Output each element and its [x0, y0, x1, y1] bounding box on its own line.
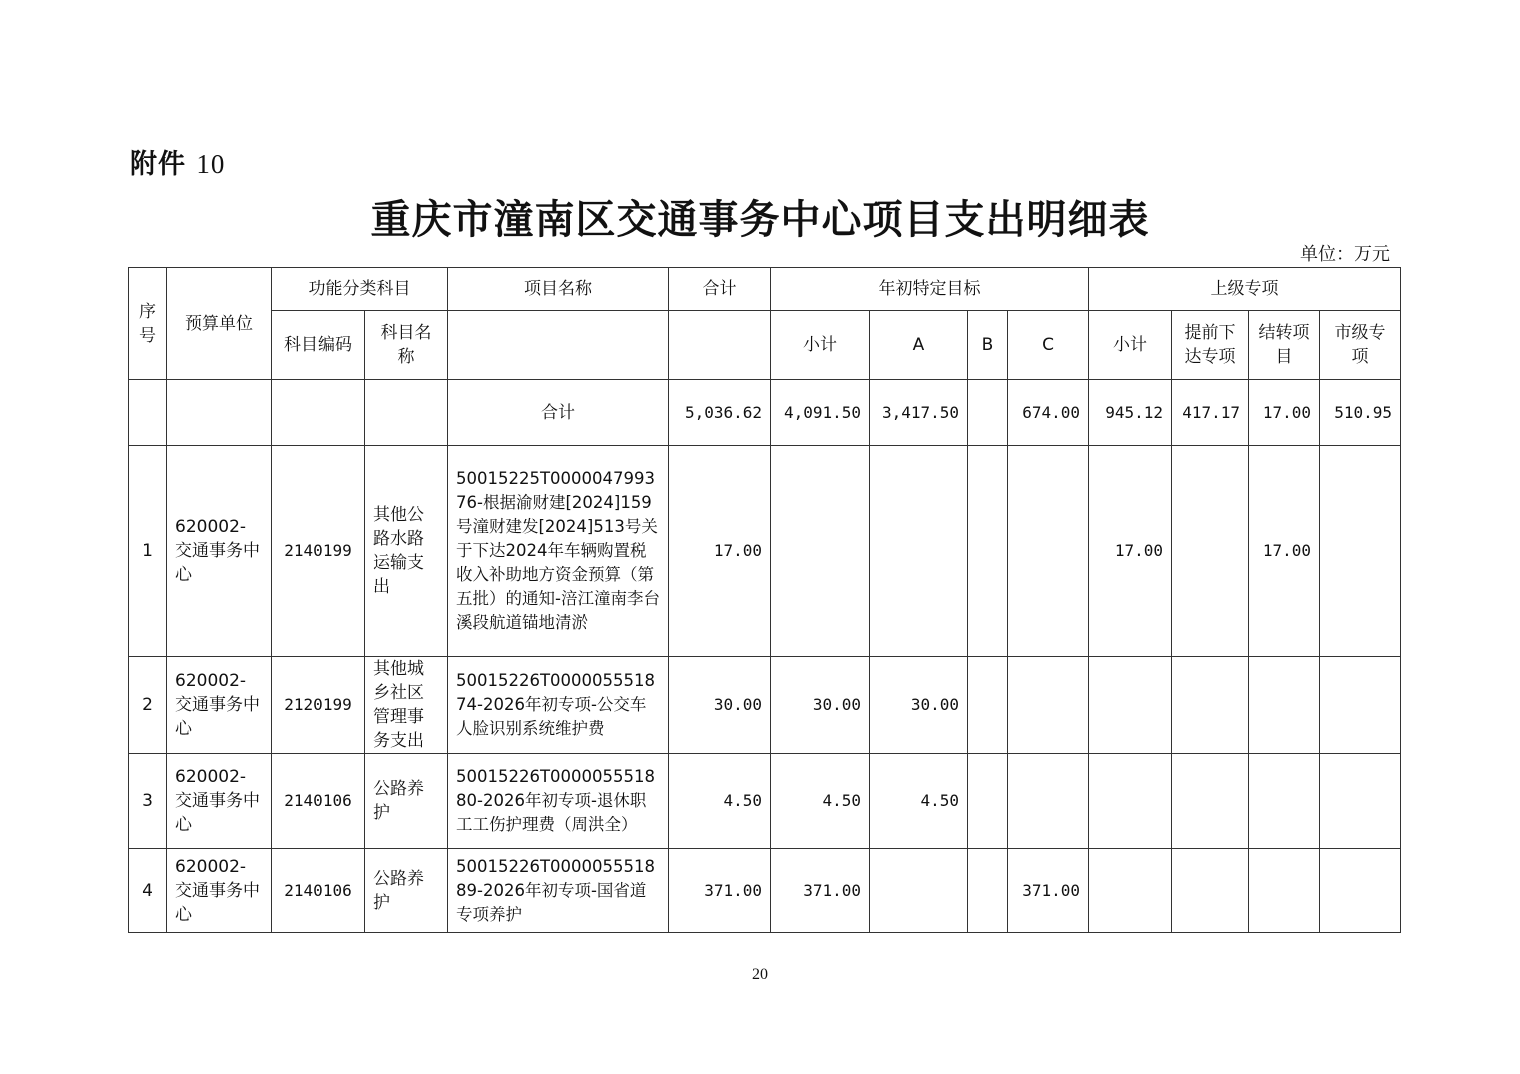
page-title: 重庆市潼南区交通事务中心项目支出明细表: [370, 196, 1150, 243]
row-function-name: 公路养护: [365, 849, 448, 933]
row-budget-unit: 620002-交通事务中心: [167, 849, 272, 933]
row-total: 4.50: [669, 754, 771, 849]
header-upper-subtotal: 小计: [1089, 311, 1172, 380]
row-budget-unit: 620002-交通事务中心: [167, 754, 272, 849]
total-special-subtotal: 4,091.50: [771, 380, 870, 446]
table-row: [129, 446, 1401, 657]
row-upper-advance: [1172, 657, 1249, 754]
unit-label: 单位：万元: [1300, 244, 1390, 265]
row-special-b: [968, 657, 1008, 754]
table-row: [129, 657, 1401, 754]
total-code: [272, 380, 365, 446]
row-upper-advance: [1172, 754, 1249, 849]
row-budget-unit: 620002-交通事务中心: [167, 657, 272, 754]
row-budget-unit: 620002-交通事务中心: [167, 446, 272, 657]
header-upper-group: 上级专项: [1089, 268, 1401, 311]
header-function-name: 科目名称: [365, 311, 448, 380]
row-upper-carry: 17.00: [1249, 446, 1320, 657]
header-upper-carry: 结转项目: [1249, 311, 1320, 380]
row-special-subtotal: 371.00: [771, 849, 870, 933]
row-project-name: 50015226T000005551880-2026年初专项-退休职工工伤护理费（周洪全）: [448, 754, 669, 849]
header-function-group: 功能分类科目: [272, 268, 448, 311]
total-unit: [167, 380, 272, 446]
header-function-code: 科目编码: [272, 311, 365, 380]
header-total: 合计: [669, 268, 771, 311]
page-number: 20: [752, 966, 768, 983]
header-row-1: [129, 268, 1401, 311]
header-seq: 序号: [129, 268, 167, 380]
total-row: [129, 380, 1401, 446]
project-expenditure-table: [128, 267, 1401, 933]
row-special-a: 30.00: [870, 657, 968, 754]
total-name: [365, 380, 448, 446]
row-special-c: [1008, 754, 1089, 849]
row-upper-advance: [1172, 446, 1249, 657]
row-seq: 2: [129, 657, 167, 754]
row-special-c: [1008, 446, 1089, 657]
attachment-number: 10: [196, 149, 226, 179]
attachment-label: [130, 142, 225, 181]
total-total: 5,036.62: [669, 380, 771, 446]
row-upper-city: [1320, 849, 1401, 933]
row-upper-subtotal: [1089, 754, 1172, 849]
header-special-subtotal: 小计: [771, 311, 870, 380]
row-upper-subtotal: [1089, 657, 1172, 754]
total-special-c: 674.00: [1008, 380, 1089, 446]
row-upper-subtotal: [1089, 849, 1172, 933]
header-special-b: B: [968, 311, 1008, 380]
row-special-b: [968, 446, 1008, 657]
row-function-name: 其他公路水路运输支出: [365, 446, 448, 657]
row-function-code: 2140106: [272, 754, 365, 849]
row-special-c: 371.00: [1008, 849, 1089, 933]
row-function-name: 其他城乡社区管理事务支出: [365, 657, 448, 754]
header-upper-city: 市级专项: [1320, 311, 1401, 380]
total-seq: [129, 380, 167, 446]
header-project-name-blank: [448, 311, 669, 380]
total-special-b: [968, 380, 1008, 446]
row-function-code: 2120199: [272, 657, 365, 754]
row-upper-city: [1320, 754, 1401, 849]
row-seq: 3: [129, 754, 167, 849]
row-special-a: [870, 849, 968, 933]
attachment-label-text: 附件: [130, 149, 186, 180]
row-total: 30.00: [669, 657, 771, 754]
header-budget-unit: 预算单位: [167, 268, 272, 380]
row-upper-subtotal: 17.00: [1089, 446, 1172, 657]
row-total: 371.00: [669, 849, 771, 933]
row-seq: 1: [129, 446, 167, 657]
row-project-name: 50015226T000005551889-2026年初专项-国省道专项养护: [448, 849, 669, 933]
row-special-subtotal: 30.00: [771, 657, 870, 754]
row-total: 17.00: [669, 446, 771, 657]
table-row: [129, 849, 1401, 933]
total-upper-subtotal: 945.12: [1089, 380, 1172, 446]
total-upper-city: 510.95: [1320, 380, 1401, 446]
header-row-2: [129, 311, 1401, 380]
row-function-code: 2140199: [272, 446, 365, 657]
row-upper-advance: [1172, 849, 1249, 933]
row-special-subtotal: 4.50: [771, 754, 870, 849]
header-special-a: A: [870, 311, 968, 380]
table-row: [129, 754, 1401, 849]
row-function-name: 公路养护: [365, 754, 448, 849]
row-special-subtotal: [771, 446, 870, 657]
row-project-name: 50015226T000005551874-2026年初专项-公交车人脸识别系统维护费: [448, 657, 669, 754]
header-special-group: 年初特定目标: [771, 268, 1089, 311]
row-upper-city: [1320, 446, 1401, 657]
header-special-c: C: [1008, 311, 1089, 380]
header-upper-advance: 提前下达专项: [1172, 311, 1249, 380]
row-project-name: 50015225T000004799376-根据渝财建[2024]159号潼财建发[2024]513号关于下达2024年车辆购置税收入补助地方资金预算（第五批）的通知-涪江潼南李台溪段航道锚地清淤: [448, 446, 669, 657]
row-special-a: [870, 446, 968, 657]
total-special-a: 3,417.50: [870, 380, 968, 446]
header-project-name: 项目名称: [448, 268, 669, 311]
total-upper-advance: 417.17: [1172, 380, 1249, 446]
row-upper-carry: [1249, 657, 1320, 754]
total-upper-carry: 17.00: [1249, 380, 1320, 446]
row-special-a: 4.50: [870, 754, 968, 849]
row-upper-city: [1320, 657, 1401, 754]
row-special-c: [1008, 657, 1089, 754]
row-seq: 4: [129, 849, 167, 933]
row-upper-carry: [1249, 754, 1320, 849]
row-upper-carry: [1249, 849, 1320, 933]
row-special-b: [968, 849, 1008, 933]
total-label: 合计: [448, 380, 669, 446]
row-special-b: [968, 754, 1008, 849]
header-total-blank: [669, 311, 771, 380]
row-function-code: 2140106: [272, 849, 365, 933]
